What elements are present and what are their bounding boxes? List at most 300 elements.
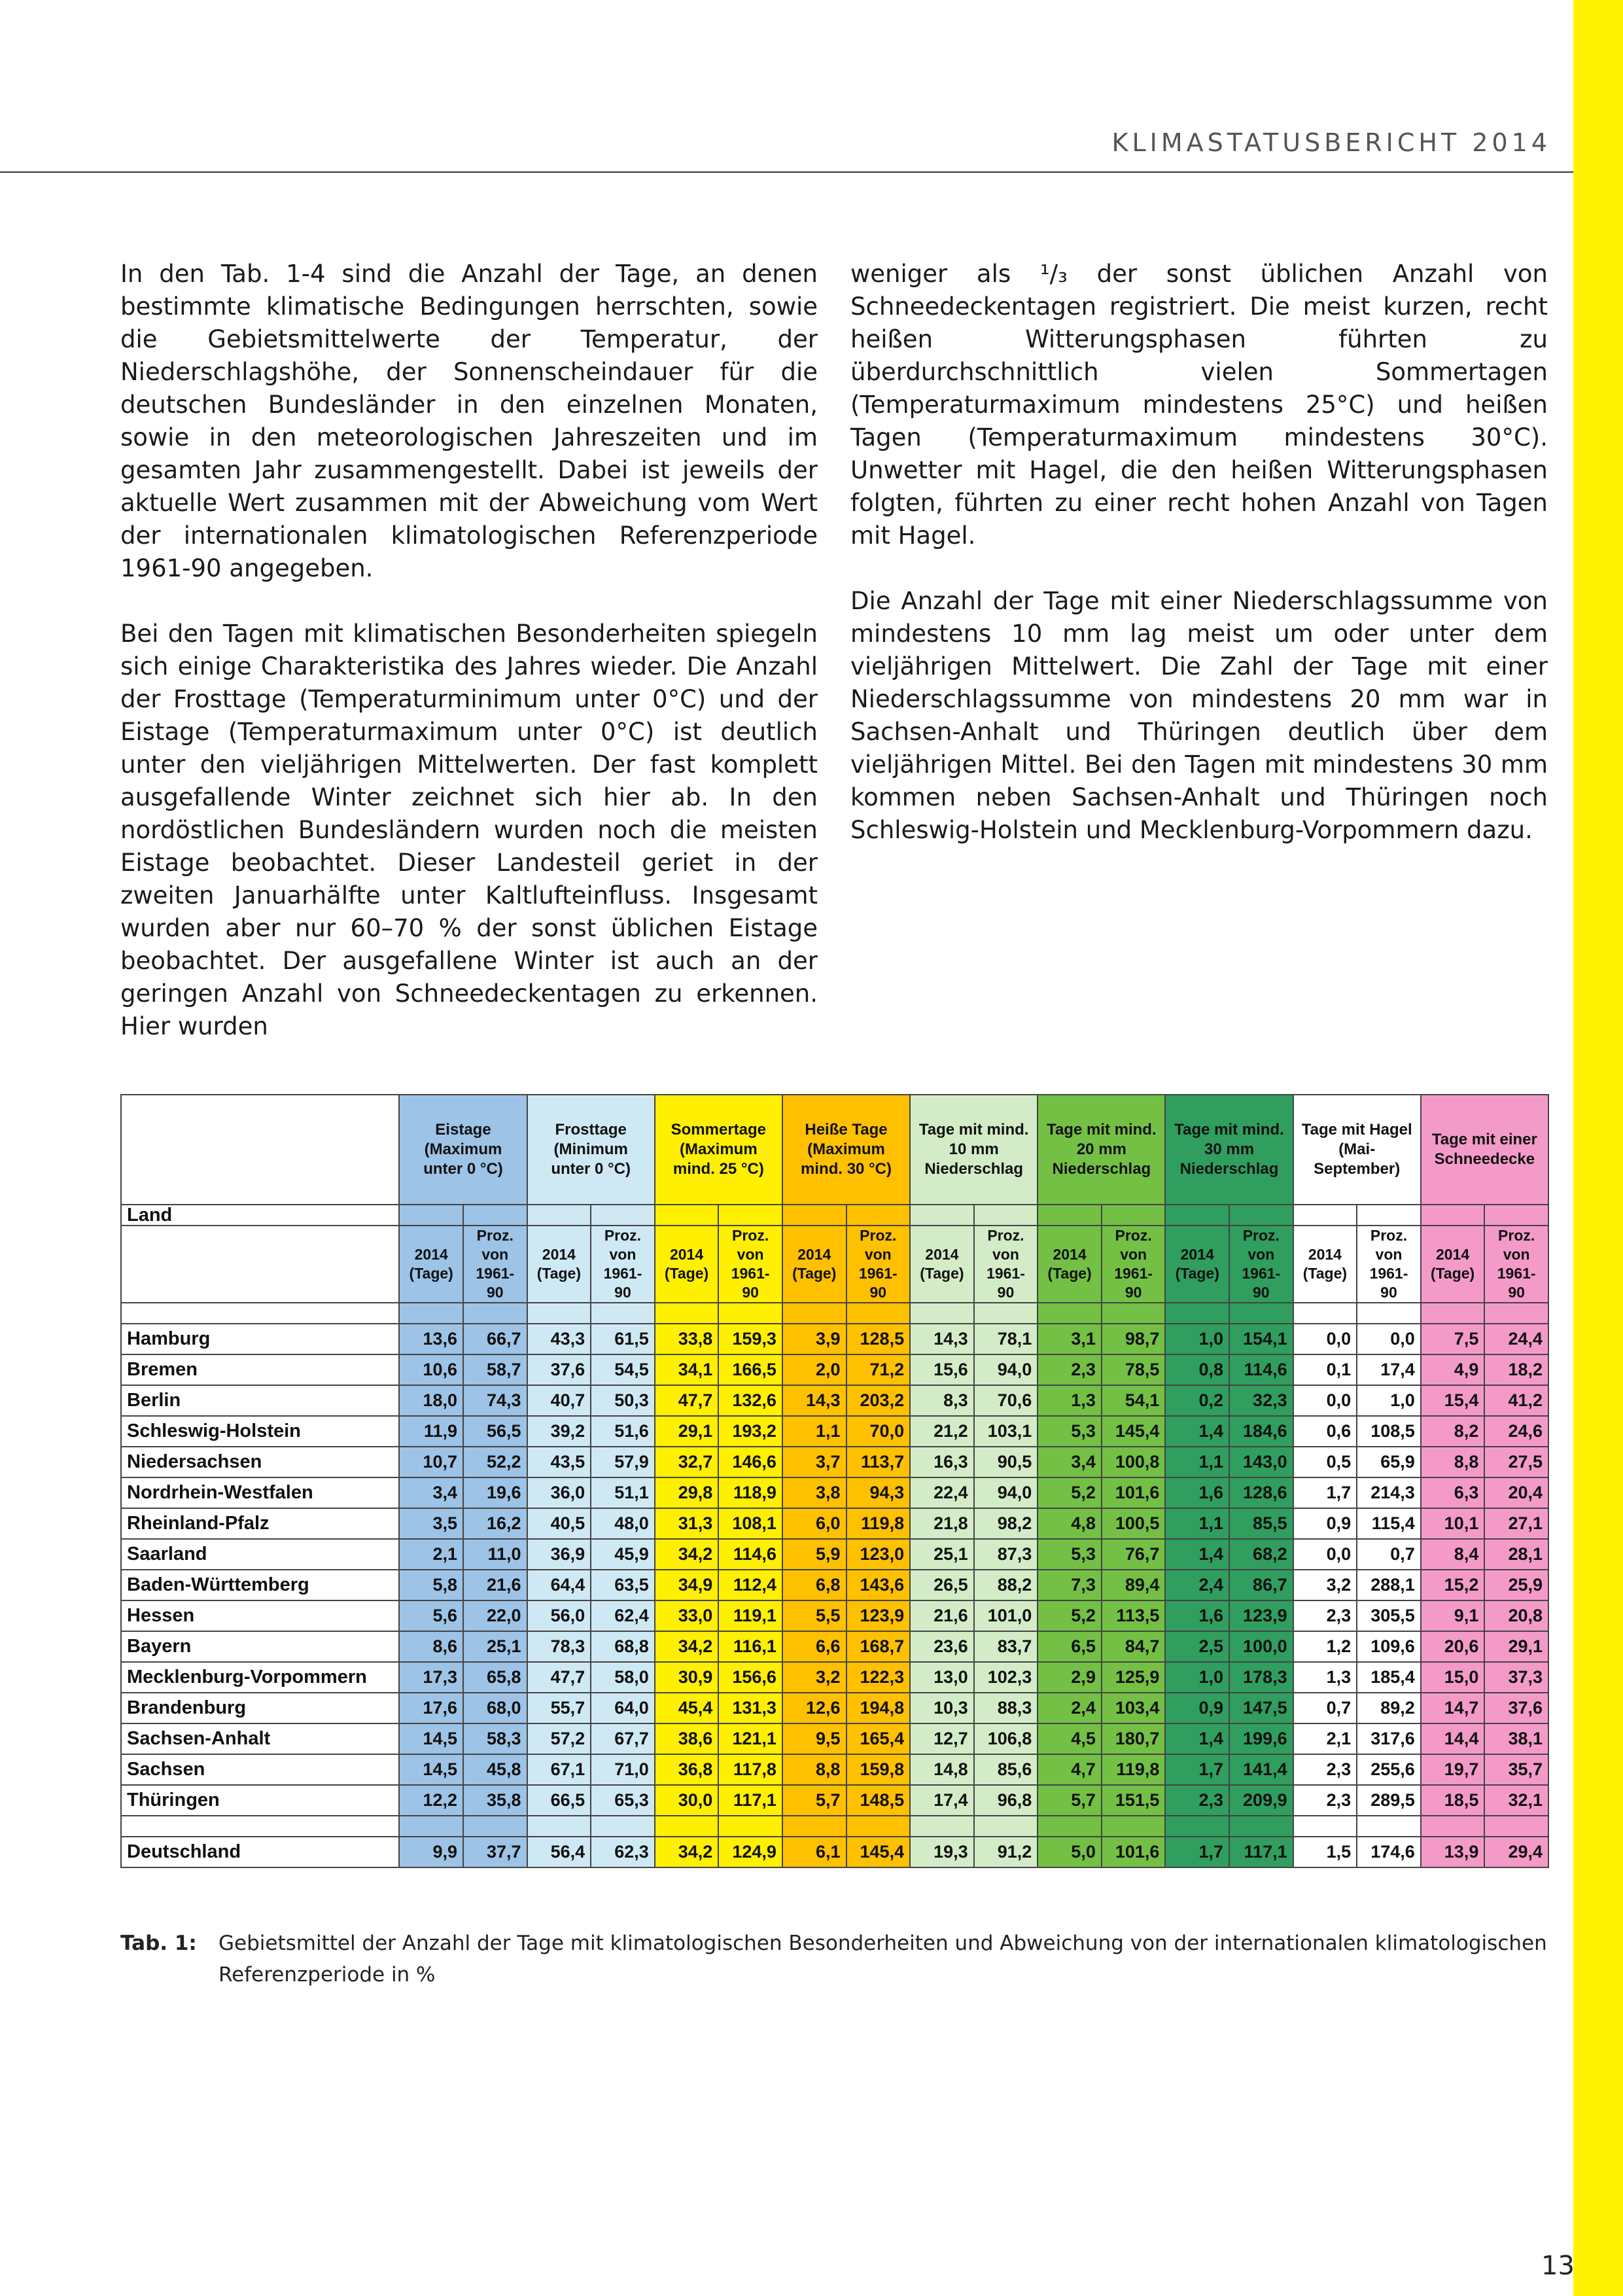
subheader-percent: Proz. von 1961-90 <box>846 1226 911 1303</box>
value-cell: 123,9 <box>1229 1600 1293 1631</box>
value-cell: 1,4 <box>1165 1539 1229 1570</box>
value-cell: 0,0 <box>1293 1539 1357 1570</box>
value-cell: 100,5 <box>1102 1508 1166 1539</box>
group-header-row <box>121 1095 1548 1205</box>
value-cell: 14,7 <box>1421 1693 1485 1723</box>
table-row <box>121 1508 1548 1539</box>
value-cell: 70,6 <box>974 1385 1038 1416</box>
state-name: Sachsen-Anhalt <box>121 1723 399 1754</box>
subheader-percent: Proz. von 1961-90 <box>974 1226 1038 1303</box>
spacer-cell <box>782 1816 846 1837</box>
value-cell: 94,0 <box>974 1354 1038 1385</box>
value-cell: 21,6 <box>910 1600 974 1631</box>
spacer-cell <box>1357 1816 1421 1837</box>
value-cell: 2,4 <box>1165 1570 1229 1600</box>
spacer-cell <box>1102 1816 1166 1837</box>
value-cell: 9,5 <box>782 1723 846 1754</box>
value-cell: 68,0 <box>463 1693 527 1723</box>
value-cell: 5,5 <box>782 1600 846 1631</box>
value-cell: 0,9 <box>1293 1508 1357 1539</box>
spacer-cell <box>782 1303 846 1324</box>
value-cell: 57,2 <box>527 1723 591 1754</box>
value-cell: 70,0 <box>846 1416 911 1447</box>
value-cell: 168,7 <box>846 1631 911 1662</box>
value-cell: 14,3 <box>910 1324 974 1354</box>
spacer-cell <box>463 1303 527 1324</box>
spacer-cell <box>1038 1816 1102 1837</box>
subheader-corner <box>121 1226 399 1303</box>
value-cell: 78,1 <box>974 1324 1038 1354</box>
value-cell: 38,6 <box>655 1723 719 1754</box>
spacer-cell <box>527 1816 591 1837</box>
value-cell: 67,7 <box>591 1723 655 1754</box>
band-cell <box>1421 1205 1485 1226</box>
value-cell: 123,9 <box>846 1600 911 1631</box>
value-cell: 151,5 <box>1102 1785 1166 1816</box>
value-cell: 132,6 <box>718 1385 782 1416</box>
value-cell: 109,6 <box>1357 1631 1421 1662</box>
value-cell: 2,1 <box>1293 1723 1357 1754</box>
state-name: Hamburg <box>121 1324 399 1354</box>
value-cell: 47,7 <box>655 1385 719 1416</box>
value-cell: 255,6 <box>1357 1754 1421 1785</box>
value-cell: 38,1 <box>1484 1723 1548 1754</box>
value-cell: 30,0 <box>655 1785 719 1816</box>
value-cell: 1,0 <box>1165 1324 1229 1354</box>
state-name: Rheinland-Pfalz <box>121 1508 399 1539</box>
value-cell: 29,1 <box>655 1416 719 1447</box>
value-cell: 14,8 <box>910 1754 974 1785</box>
value-cell: 16,3 <box>910 1447 974 1477</box>
value-cell: 86,7 <box>1229 1570 1293 1600</box>
value-cell: 10,3 <box>910 1693 974 1723</box>
value-cell: 1,3 <box>1293 1662 1357 1693</box>
value-cell: 34,2 <box>655 1539 719 1570</box>
value-cell: 15,0 <box>1421 1662 1485 1693</box>
value-cell: 193,2 <box>718 1416 782 1447</box>
table-row <box>121 1477 1548 1508</box>
value-cell: 88,3 <box>974 1693 1038 1723</box>
paragraph: In den Tab. 1-4 sind die Anzahl der Tage, an denen bestimmte klimatische Bedingungen herrschten, sowie die Gebietsmittelwerte der Temperatur, der Niederschlagshöhe, der Sonnenscheindauer für die deutschen Bundesländer in den einzelnen Monaten, sowie in den meteorologischen Jahreszeiten und im gesamten Jahr zusammengestellt. Dabei ist jeweils der aktuelle Wert zusammen mit der Abweichung vom Wert der internationalen klimatologischen Referenzperiode 1961-90 angegeben. <box>120 260 818 582</box>
state-name: Schleswig-Holstein <box>121 1416 399 1447</box>
value-cell: 122,3 <box>846 1662 911 1693</box>
value-cell: 317,6 <box>1357 1723 1421 1754</box>
total-label: Deutschland <box>121 1837 399 1867</box>
value-cell: 45,4 <box>655 1693 719 1723</box>
value-cell: 3,8 <box>782 1477 846 1508</box>
value-cell: 2,9 <box>1038 1662 1102 1693</box>
spacer-cell <box>1165 1816 1229 1837</box>
spacer-cell <box>1421 1303 1485 1324</box>
value-cell: 61,5 <box>591 1324 655 1354</box>
value-cell: 32,1 <box>1484 1785 1548 1816</box>
spacer-cell <box>121 1816 399 1837</box>
value-cell: 22,4 <box>910 1477 974 1508</box>
value-cell: 3,4 <box>1038 1447 1102 1477</box>
state-name: Bayern <box>121 1631 399 1662</box>
subheader-percent: Proz. von 1961-90 <box>718 1226 782 1303</box>
value-cell: 5,8 <box>399 1570 463 1600</box>
value-cell: 1,7 <box>1293 1477 1357 1508</box>
value-cell: 166,5 <box>718 1354 782 1385</box>
spacer-cell <box>846 1816 911 1837</box>
climate-days-table <box>120 1094 1549 1868</box>
value-cell: 117,1 <box>718 1785 782 1816</box>
value-cell: 89,4 <box>1102 1570 1166 1600</box>
spacer-cell <box>527 1303 591 1324</box>
value-cell: 29,8 <box>655 1477 719 1508</box>
value-cell: 34,2 <box>655 1631 719 1662</box>
value-cell: 8,8 <box>782 1754 846 1785</box>
value-cell: 113,7 <box>846 1447 911 1477</box>
table-row <box>121 1539 1548 1570</box>
value-cell: 31,3 <box>655 1508 719 1539</box>
value-cell: 1,6 <box>1165 1477 1229 1508</box>
total-value-cell: 174,6 <box>1357 1837 1421 1867</box>
subheader-year: 2014 (Tage) <box>527 1226 591 1303</box>
state-name: Baden-Württemberg <box>121 1570 399 1600</box>
value-cell: 1,6 <box>1165 1600 1229 1631</box>
value-cell: 1,4 <box>1165 1723 1229 1754</box>
state-name: Mecklenburg-Vorpommern <box>121 1662 399 1693</box>
value-cell: 101,6 <box>1102 1477 1166 1508</box>
value-cell: 3,2 <box>782 1662 846 1693</box>
value-cell: 1,2 <box>1293 1631 1357 1662</box>
band-cell <box>1102 1205 1166 1226</box>
spacer-cell <box>399 1816 463 1837</box>
value-cell: 178,3 <box>1229 1662 1293 1693</box>
value-cell: 2,0 <box>782 1354 846 1385</box>
spacer-cell <box>1484 1303 1548 1324</box>
table-row <box>121 1785 1548 1816</box>
subheader-percent: Proz. von 1961-90 <box>1229 1226 1293 1303</box>
value-cell: 17,6 <box>399 1693 463 1723</box>
value-cell: 12,2 <box>399 1785 463 1816</box>
value-cell: 289,5 <box>1357 1785 1421 1816</box>
value-cell: 37,6 <box>527 1354 591 1385</box>
value-cell: 45,9 <box>591 1539 655 1570</box>
value-cell: 154,1 <box>1229 1324 1293 1354</box>
table-row <box>121 1324 1548 1354</box>
band-cell <box>1038 1205 1102 1226</box>
value-cell: 18,0 <box>399 1385 463 1416</box>
value-cell: 1,1 <box>782 1416 846 1447</box>
value-cell: 58,3 <box>463 1723 527 1754</box>
band-cell <box>782 1205 846 1226</box>
band-cell <box>846 1205 911 1226</box>
value-cell: 0,0 <box>1293 1324 1357 1354</box>
group-header: Tage mit einer Schneedecke <box>1421 1095 1548 1205</box>
value-cell: 74,3 <box>463 1385 527 1416</box>
value-cell: 194,8 <box>846 1693 911 1723</box>
caption-label: Tab. 1: <box>120 1932 197 1955</box>
value-cell: 14,4 <box>1421 1723 1485 1754</box>
value-cell: 159,8 <box>846 1754 911 1785</box>
value-cell: 43,5 <box>527 1447 591 1477</box>
table-row <box>121 1447 1548 1477</box>
subheader-percent: Proz. von 1961-90 <box>1484 1226 1548 1303</box>
band-cell <box>399 1205 463 1226</box>
value-cell: 2,4 <box>1038 1693 1102 1723</box>
value-cell: 4,9 <box>1421 1354 1485 1385</box>
group-header: Heiße Tage (Maximum mind. 30 °C) <box>782 1095 910 1205</box>
value-cell: 37,3 <box>1484 1662 1548 1693</box>
value-cell: 125,9 <box>1102 1662 1166 1693</box>
value-cell: 1,0 <box>1165 1662 1229 1693</box>
subheader-year: 2014 (Tage) <box>1165 1226 1229 1303</box>
running-header: KLIMASTATUSBERICHT 2014 <box>1111 128 1551 157</box>
value-cell: 58,7 <box>463 1354 527 1385</box>
value-cell: 13,6 <box>399 1324 463 1354</box>
text-column-left <box>120 258 818 1076</box>
value-cell: 15,6 <box>910 1354 974 1385</box>
state-name: Hessen <box>121 1600 399 1631</box>
value-cell: 36,8 <box>655 1754 719 1785</box>
band-cell <box>1165 1205 1229 1226</box>
group-header: Tage mit Hagel (Mai-September) <box>1293 1095 1421 1205</box>
total-row <box>121 1837 1548 1867</box>
value-cell: 27,5 <box>1484 1447 1548 1477</box>
subheader-percent: Proz. von 1961-90 <box>1102 1226 1166 1303</box>
spacer-cell <box>1293 1303 1357 1324</box>
value-cell: 20,8 <box>1484 1600 1548 1631</box>
value-cell: 112,4 <box>718 1570 782 1600</box>
value-cell: 0,0 <box>1357 1324 1421 1354</box>
value-cell: 1,7 <box>1165 1754 1229 1785</box>
value-cell: 108,1 <box>718 1508 782 1539</box>
value-cell: 68,8 <box>591 1631 655 1662</box>
group-header: Tage mit mind. 30 mm Niederschlag <box>1165 1095 1293 1205</box>
value-cell: 54,1 <box>1102 1385 1166 1416</box>
value-cell: 9,1 <box>1421 1600 1485 1631</box>
subheader-percent: Proz. von 1961-90 <box>463 1226 527 1303</box>
value-cell: 33,8 <box>655 1324 719 1354</box>
value-cell: 10,6 <box>399 1354 463 1385</box>
value-cell: 20,6 <box>1421 1631 1485 1662</box>
value-cell: 0,9 <box>1165 1693 1229 1723</box>
value-cell: 10,7 <box>399 1447 463 1477</box>
value-cell: 22,0 <box>463 1600 527 1631</box>
value-cell: 11,0 <box>463 1539 527 1570</box>
table-row <box>121 1662 1548 1693</box>
table-row <box>121 1723 1548 1754</box>
value-cell: 8,8 <box>1421 1447 1485 1477</box>
table-row <box>121 1693 1548 1723</box>
value-cell: 5,3 <box>1038 1539 1102 1570</box>
total-value-cell: 145,4 <box>846 1837 911 1867</box>
value-cell: 34,9 <box>655 1570 719 1600</box>
value-cell: 209,9 <box>1229 1785 1293 1816</box>
total-value-cell: 34,2 <box>655 1837 719 1867</box>
value-cell: 21,2 <box>910 1416 974 1447</box>
value-cell: 4,8 <box>1038 1508 1102 1539</box>
value-cell: 56,5 <box>463 1416 527 1447</box>
value-cell: 0,2 <box>1165 1385 1229 1416</box>
value-cell: 113,5 <box>1102 1600 1166 1631</box>
value-cell: 51,1 <box>591 1477 655 1508</box>
value-cell: 159,3 <box>718 1324 782 1354</box>
value-cell: 88,2 <box>974 1570 1038 1600</box>
group-header: Frosttage (Minimum unter 0 °C) <box>527 1095 655 1205</box>
value-cell: 64,0 <box>591 1693 655 1723</box>
value-cell: 148,5 <box>846 1785 911 1816</box>
value-cell: 57,9 <box>591 1447 655 1477</box>
value-cell: 10,1 <box>1421 1508 1485 1539</box>
value-cell: 1,1 <box>1165 1508 1229 1539</box>
value-cell: 68,2 <box>1229 1539 1293 1570</box>
value-cell: 15,2 <box>1421 1570 1485 1600</box>
spacer-cell <box>591 1303 655 1324</box>
value-cell: 199,6 <box>1229 1723 1293 1754</box>
value-cell: 50,3 <box>591 1385 655 1416</box>
band-cell <box>1484 1205 1548 1226</box>
state-name: Berlin <box>121 1385 399 1416</box>
value-cell: 6,5 <box>1038 1631 1102 1662</box>
text-column-right <box>850 258 1548 879</box>
value-cell: 103,4 <box>1102 1693 1166 1723</box>
value-cell: 41,2 <box>1484 1385 1548 1416</box>
spacer-cell <box>1484 1816 1548 1837</box>
value-cell: 8,4 <box>1421 1539 1485 1570</box>
state-name: Nordrhein-Westfalen <box>121 1477 399 1508</box>
value-cell: 37,6 <box>1484 1693 1548 1723</box>
spacer-cell <box>846 1303 911 1324</box>
band-cell <box>655 1205 719 1226</box>
value-cell: 1,0 <box>1357 1385 1421 1416</box>
value-cell: 21,6 <box>463 1570 527 1600</box>
value-cell: 65,3 <box>591 1785 655 1816</box>
value-cell: 20,4 <box>1484 1477 1548 1508</box>
value-cell: 5,2 <box>1038 1600 1102 1631</box>
value-cell: 128,6 <box>1229 1477 1293 1508</box>
value-cell: 29,1 <box>1484 1631 1548 1662</box>
value-cell: 11,9 <box>399 1416 463 1447</box>
page-number: 13 <box>1541 2251 1575 2281</box>
total-value-cell: 13,9 <box>1421 1837 1485 1867</box>
subheader-year: 2014 (Tage) <box>399 1226 463 1303</box>
table-row <box>121 1385 1548 1416</box>
value-cell: 98,2 <box>974 1508 1038 1539</box>
spacer-cell <box>974 1303 1038 1324</box>
value-cell: 16,2 <box>463 1508 527 1539</box>
total-value-cell: 29,4 <box>1484 1837 1548 1867</box>
value-cell: 25,1 <box>463 1631 527 1662</box>
value-cell: 17,4 <box>1357 1354 1421 1385</box>
spacer-cell <box>1357 1303 1421 1324</box>
value-cell: 118,9 <box>718 1477 782 1508</box>
band-cell <box>527 1205 591 1226</box>
value-cell: 39,2 <box>527 1416 591 1447</box>
value-cell: 0,0 <box>1293 1385 1357 1416</box>
value-cell: 26,5 <box>910 1570 974 1600</box>
spacer-cell <box>910 1303 974 1324</box>
spacer-cell <box>655 1303 719 1324</box>
value-cell: 145,4 <box>1102 1416 1166 1447</box>
value-cell: 94,3 <box>846 1477 911 1508</box>
total-value-cell: 9,9 <box>399 1837 463 1867</box>
value-cell: 12,6 <box>782 1693 846 1723</box>
value-cell: 35,7 <box>1484 1754 1548 1785</box>
value-cell: 96,8 <box>974 1785 1038 1816</box>
value-cell: 3,9 <box>782 1324 846 1354</box>
total-value-cell: 124,9 <box>718 1837 782 1867</box>
value-cell: 13,0 <box>910 1662 974 1693</box>
value-cell: 2,3 <box>1293 1785 1357 1816</box>
value-cell: 17,4 <box>910 1785 974 1816</box>
value-cell: 1,3 <box>1038 1385 1102 1416</box>
value-cell: 32,7 <box>655 1447 719 1477</box>
value-cell: 71,2 <box>846 1354 911 1385</box>
value-cell: 87,3 <box>974 1539 1038 1570</box>
value-cell: 5,2 <box>1038 1477 1102 1508</box>
value-cell: 288,1 <box>1357 1570 1421 1600</box>
value-cell: 71,0 <box>591 1754 655 1785</box>
value-cell: 100,0 <box>1229 1631 1293 1662</box>
subheader-year: 2014 (Tage) <box>910 1226 974 1303</box>
value-cell: 146,6 <box>718 1447 782 1477</box>
value-cell: 6,0 <box>782 1508 846 1539</box>
value-cell: 123,0 <box>846 1539 911 1570</box>
value-cell: 98,7 <box>1102 1324 1166 1354</box>
value-cell: 114,6 <box>1229 1354 1293 1385</box>
value-cell: 64,4 <box>527 1570 591 1600</box>
value-cell: 18,2 <box>1484 1354 1548 1385</box>
value-cell: 24,4 <box>1484 1324 1548 1354</box>
spacer-cell <box>121 1303 399 1324</box>
band-cell <box>1229 1205 1293 1226</box>
value-cell: 1,1 <box>1165 1447 1229 1477</box>
value-cell: 214,3 <box>1357 1477 1421 1508</box>
value-cell: 2,3 <box>1165 1785 1229 1816</box>
total-value-cell: 19,3 <box>910 1837 974 1867</box>
value-cell: 4,7 <box>1038 1754 1102 1785</box>
subheader-row <box>121 1226 1548 1303</box>
value-cell: 21,8 <box>910 1508 974 1539</box>
value-cell: 47,7 <box>527 1662 591 1693</box>
subheader-year: 2014 (Tage) <box>782 1226 846 1303</box>
total-value-cell: 62,3 <box>591 1837 655 1867</box>
value-cell: 17,3 <box>399 1662 463 1693</box>
value-cell: 5,9 <box>782 1539 846 1570</box>
value-cell: 305,5 <box>1357 1600 1421 1631</box>
value-cell: 6,3 <box>1421 1477 1485 1508</box>
value-cell: 3,7 <box>782 1447 846 1477</box>
table-row <box>121 1354 1548 1385</box>
value-cell: 6,8 <box>782 1570 846 1600</box>
value-cell: 63,5 <box>591 1570 655 1600</box>
value-cell: 115,4 <box>1357 1508 1421 1539</box>
subheader-year: 2014 (Tage) <box>1293 1226 1357 1303</box>
header-rule <box>0 171 1573 173</box>
value-cell: 43,3 <box>527 1324 591 1354</box>
spacer-cell <box>910 1816 974 1837</box>
spacer-cell <box>974 1816 1038 1837</box>
subheader-year: 2014 (Tage) <box>1038 1226 1102 1303</box>
subheader-year: 2014 (Tage) <box>655 1226 719 1303</box>
total-value-cell: 37,7 <box>463 1837 527 1867</box>
value-cell: 165,4 <box>846 1723 911 1754</box>
value-cell: 185,4 <box>1357 1662 1421 1693</box>
value-cell: 0,1 <box>1293 1354 1357 1385</box>
subheader-percent: Proz. von 1961-90 <box>1357 1226 1421 1303</box>
band-cell <box>910 1205 974 1226</box>
table-row <box>121 1631 1548 1662</box>
total-value-cell: 5,0 <box>1038 1837 1102 1867</box>
value-cell: 27,1 <box>1484 1508 1548 1539</box>
value-cell: 2,1 <box>399 1539 463 1570</box>
value-cell: 101,0 <box>974 1600 1038 1631</box>
value-cell: 12,7 <box>910 1723 974 1754</box>
